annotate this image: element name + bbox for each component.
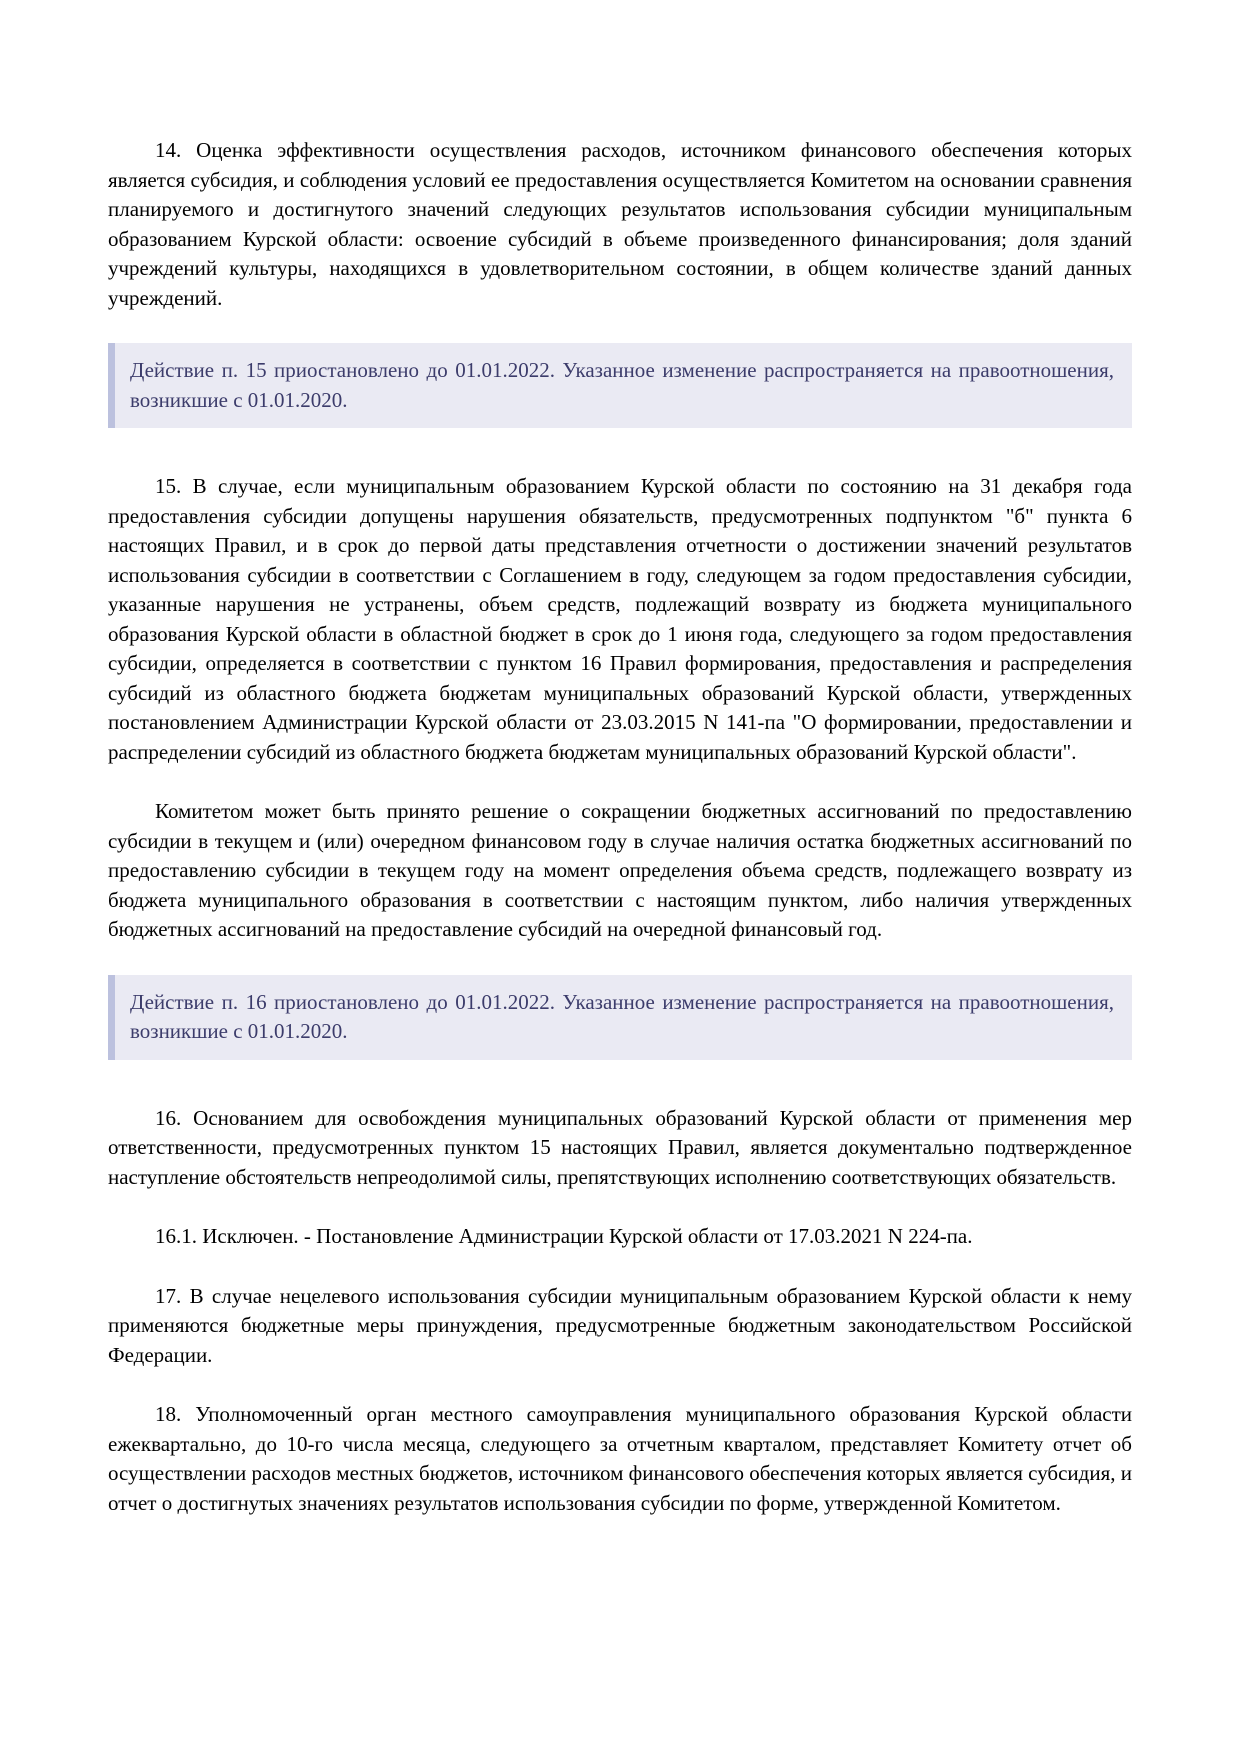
paragraph-16-1: 16.1. Исключен. - Постановление Администрации Курской области от 17.03.2021 N 224-па. (155, 1224, 973, 1248)
suspension-note-text: Действие п. 15 приостановлено до 01.01.2022. Указанное изменение распространяется на правоотношения, возникшие с 01.01.2020. (130, 358, 1114, 412)
paragraph-18: 18. Уполномоченный орган местного самоуправления муниципального образования Курской области ежеквартально, до 10-го числа месяца, следующего за отчетным кварталом, представляет Комитету отчет об осуществлении расходов местных бюджетов, источником финансового обеспечения которых является субсидия, и отчет о достигнутых значениях результатов использования субсидии по форме, утвержденной Комитетом. (108, 1402, 1132, 1515)
suspension-note-text: Действие п. 16 приостановлено до 01.01.2022. Указанное изменение распространяется на правоотношения, возникшие с 01.01.2020. (130, 989, 1114, 1043)
paragraph-14: 14. Оценка эффективности осуществления расходов, источником финансового обеспечения которых является субсидия, и соблюдения условий ее предоставления осуществляется Комитетом на основании сравнения планируемого и достигнутого значений следующих результатов использования субсидии муниципальным образованием Курской области: освоение субсидий в объеме произведенного финансирования; доля зданий учреждений культуры, находящихся в удовлетворительном состоянии, в общем количестве зданий данных учреждений. (108, 138, 1132, 310)
paragraph-15: 15. В случае, если муниципальным образованием Курской области по состоянию на 31 декабря года предоставления субсидии допущены нарушения обязательств, предусмотренных подпунктом "б" пункта 6 настоящих Правил, и в срок до первой даты представления отчетности о достижении значений результатов использования субсидии в соответствии с Соглашением в году, следующем за годом предоставления субсидии, указанные нарушения не устранены, объем средств, подлежащий возврату из бюджета муниципального образования Курской области в областной бюджет в срок до 1 июня года, следующего за годом предоставления субсидии, определяется в соответствии с пунктом 16 Правил формирования, предоставления и распределения субсидий из областного бюджета бюджетам муниципальных образований Курской области, утвержденных постановлением Администрации Курской области от 23.03.2015 N 141-па "О формировании, предоставлении и распределении субсидий из областного бюджета бюджетам муниципальных образований Курской области". (108, 474, 1132, 764)
paragraph-15-continuation: Комитетом может быть принято решение о сокращении бюджетных ассигнований по предоставлению субсидии в текущем и (или) очередном финансовом году в случае наличия остатка бюджетных ассигнований по предоставлению субсидии в текущем году на момент определения объема средств, подлежащего возврату из бюджета муниципального образования в соответствии с настоящим пунктом, либо наличия утвержденных бюджетных ассигнований на предоставление субсидий на очередной финансовый год. (108, 799, 1132, 941)
paragraph-16: 16. Основанием для освобождения муниципальных образований Курской области от применения мер ответственности, предусмотренных пунктом 15 настоящих Правил, является документально подтвержденное наступление обстоятельств непреодолимой силы, препятствующих исполнению соответствующих обязательств. (108, 1105, 1132, 1189)
paragraph-17: 17. В случае нецелевого использования субсидии муниципальным образованием Курской области к нему применяются бюджетные меры принуждения, предусмотренные бюджетным законодательством Российской Федерации. (108, 1283, 1132, 1367)
suspension-note-point-15 (108, 343, 1132, 428)
suspension-note-point-16 (108, 975, 1132, 1060)
